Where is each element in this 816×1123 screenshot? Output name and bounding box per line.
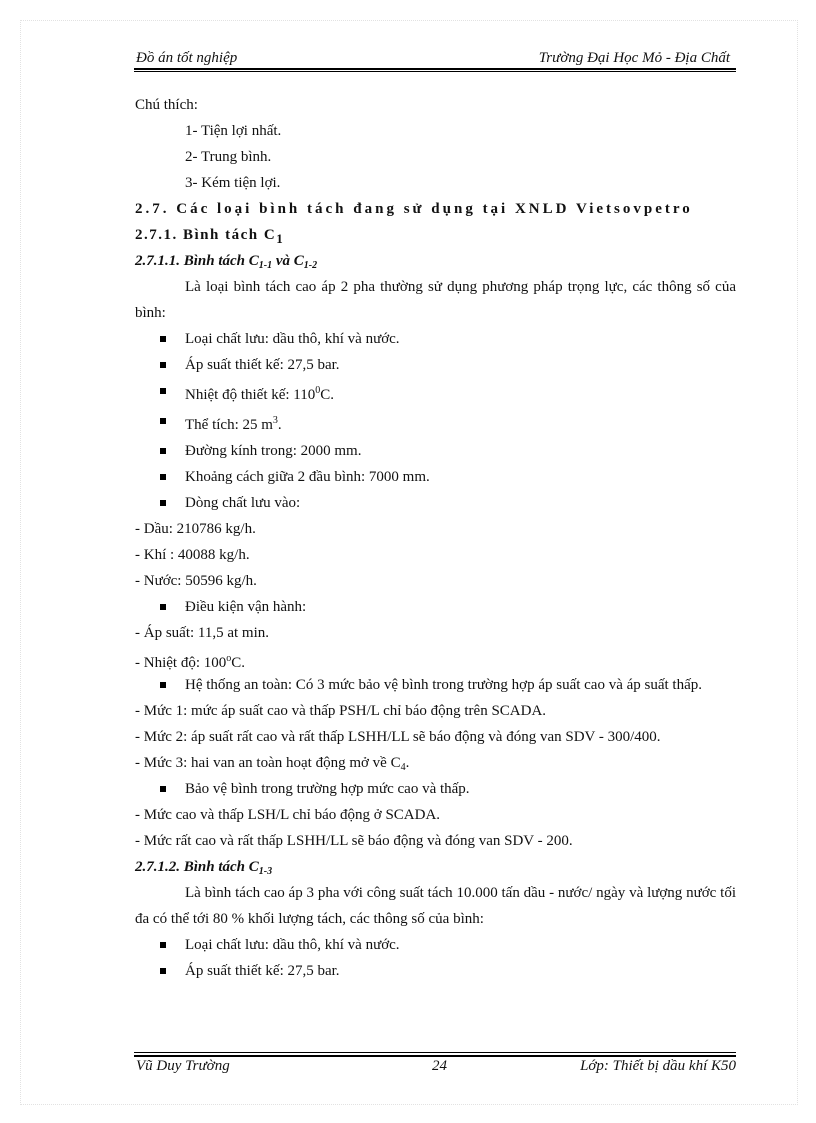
- text: C.: [231, 655, 246, 671]
- text: Nhiệt độ thiết kế: 110: [185, 387, 316, 403]
- header-rule-thin: [134, 71, 736, 72]
- note-item: 3- Kém tiện lợi.: [185, 175, 281, 191]
- operating-pressure: - Áp suất: 11,5 at min.: [135, 625, 270, 641]
- page-number: 24: [432, 1058, 447, 1074]
- heading-subscript: 1-2: [303, 260, 318, 271]
- bullet-text: Dòng chất lưu vào:: [185, 495, 301, 511]
- footer-rule: [134, 1055, 736, 1057]
- bullet-item: [135, 352, 736, 378]
- header-rule: [134, 68, 736, 70]
- note-item: 2- Trung bình.: [185, 149, 272, 165]
- page-footer: [134, 1058, 736, 1078]
- bullet-text: Áp suất thiết kế: 27,5 bar.: [185, 357, 340, 373]
- heading-text: và C: [272, 253, 304, 269]
- operating-temperature: [135, 646, 736, 672]
- bullet-text: Loại chất lưu: dầu thô, khí và nước.: [185, 937, 400, 953]
- bullet-text: Áp suất thiết kế: 27,5 bar.: [185, 963, 340, 979]
- text: C.: [320, 387, 335, 403]
- note-item: 1- Tiện lợi nhất.: [185, 123, 282, 139]
- heading-text: 2.7.1. Bình tách C: [135, 227, 277, 243]
- bullet-item: [135, 776, 736, 802]
- paragraph: Là bình tách cao áp 3 pha với công suất tách 10.000 tấn dầu - nước/ ngày và lượng nước tối đa có thể tới 80 % khối lượng tách, các thông số của bình:: [135, 885, 736, 927]
- bullet-text: [166, 378, 736, 408]
- footer-author: Vũ Duy Trường: [136, 1058, 230, 1074]
- text: Thể tích: 25 m: [185, 417, 273, 433]
- section-heading-2-7-1-1: [135, 248, 736, 274]
- safety-level-2: - Mức 2: áp suất rất cao và rất thấp LSHH/LL sẽ báo động và đóng van SDV - 300/400.: [135, 729, 661, 745]
- superscript: 3: [272, 415, 278, 426]
- bullet-item: [135, 490, 736, 516]
- section-heading-2-7-1: [135, 222, 736, 248]
- superscript: 0: [315, 385, 321, 396]
- section-heading-2-7: 2.7. Các loại bình tách đang sử dụng tại XNLD Vietsovpetro: [135, 201, 693, 217]
- level-item: - Mức rất cao và rất thấp LSHH/LL sẽ báo động và đóng van SDV - 200.: [135, 833, 573, 849]
- paragraph: Là loại bình tách cao áp 2 pha thường sử dụng phương pháp trọng lực, các thông số của bình:: [135, 279, 736, 321]
- bullet-text: Điều kiện vận hành:: [185, 599, 307, 615]
- level-item: - Mức cao và thấp LSH/L chỉ báo động ở SCADA.: [135, 807, 441, 823]
- safety-level-1: - Mức 1: mức áp suất cao và thấp PSH/L chỉ báo động trên SCADA.: [135, 703, 547, 719]
- text: .: [277, 417, 282, 433]
- flow-item: - Dầu: 210786 kg/h.: [135, 521, 256, 537]
- heading-text: 2.7.1.1. Bình tách C: [135, 253, 259, 269]
- bullet-text: Khoảng cách giữa 2 đầu bình: 7000 mm.: [185, 469, 430, 485]
- page-header: [134, 48, 736, 70]
- bullet-item: [135, 594, 736, 620]
- heading-subscript: 1-3: [258, 866, 273, 877]
- header-left: Đồ án tốt nghiệp: [136, 50, 238, 66]
- bullet-text: Đường kính trong: 2000 mm.: [185, 443, 362, 459]
- flow-item: - Khí : 40088 kg/h.: [135, 547, 250, 563]
- text: - Mức 3: hai van an toàn hoạt động mở về C: [135, 755, 401, 771]
- bullet-item: [135, 378, 736, 408]
- text: .: [405, 755, 410, 771]
- superscript: o: [226, 653, 232, 664]
- heading-text: 2.7.1.2. Bình tách C: [135, 859, 259, 875]
- bullet-text: Bảo vệ bình trong trường hợp mức cao và thấp.: [185, 781, 470, 797]
- bullet-item: [135, 438, 736, 464]
- footer-class: Lớp: Thiết bị dầu khí K50: [580, 1058, 736, 1074]
- flow-item: - Nước: 50596 kg/h.: [135, 573, 257, 589]
- bullet-item: [135, 958, 736, 984]
- bullet-text: Loại chất lưu: dầu thô, khí và nước.: [185, 331, 400, 347]
- footer-rule-thin: [134, 1052, 736, 1053]
- bullet-text: [166, 408, 736, 438]
- bullet-item: [135, 408, 736, 438]
- bullet-text: Hệ thống an toàn: Có 3 mức bảo vệ bình trong trường hợp áp suất cao và áp suất thấp.: [185, 677, 703, 693]
- bullet-item: [135, 326, 736, 352]
- bullet-item: [135, 672, 736, 698]
- section-heading-2-7-1-2: [135, 854, 736, 880]
- bullet-item: [135, 464, 736, 490]
- safety-level-3: [135, 750, 736, 776]
- header-right: Trường Đại Học Mỏ - Địa Chất: [538, 50, 730, 66]
- heading-subscript: 1-1: [258, 260, 273, 271]
- heading-subscript: 1: [276, 231, 285, 246]
- note-title: Chú thích:: [135, 97, 198, 113]
- document-body: [135, 92, 736, 984]
- text: - Nhiệt độ: 100: [135, 655, 227, 671]
- bullet-item: [135, 932, 736, 958]
- subscript: 4: [400, 762, 406, 773]
